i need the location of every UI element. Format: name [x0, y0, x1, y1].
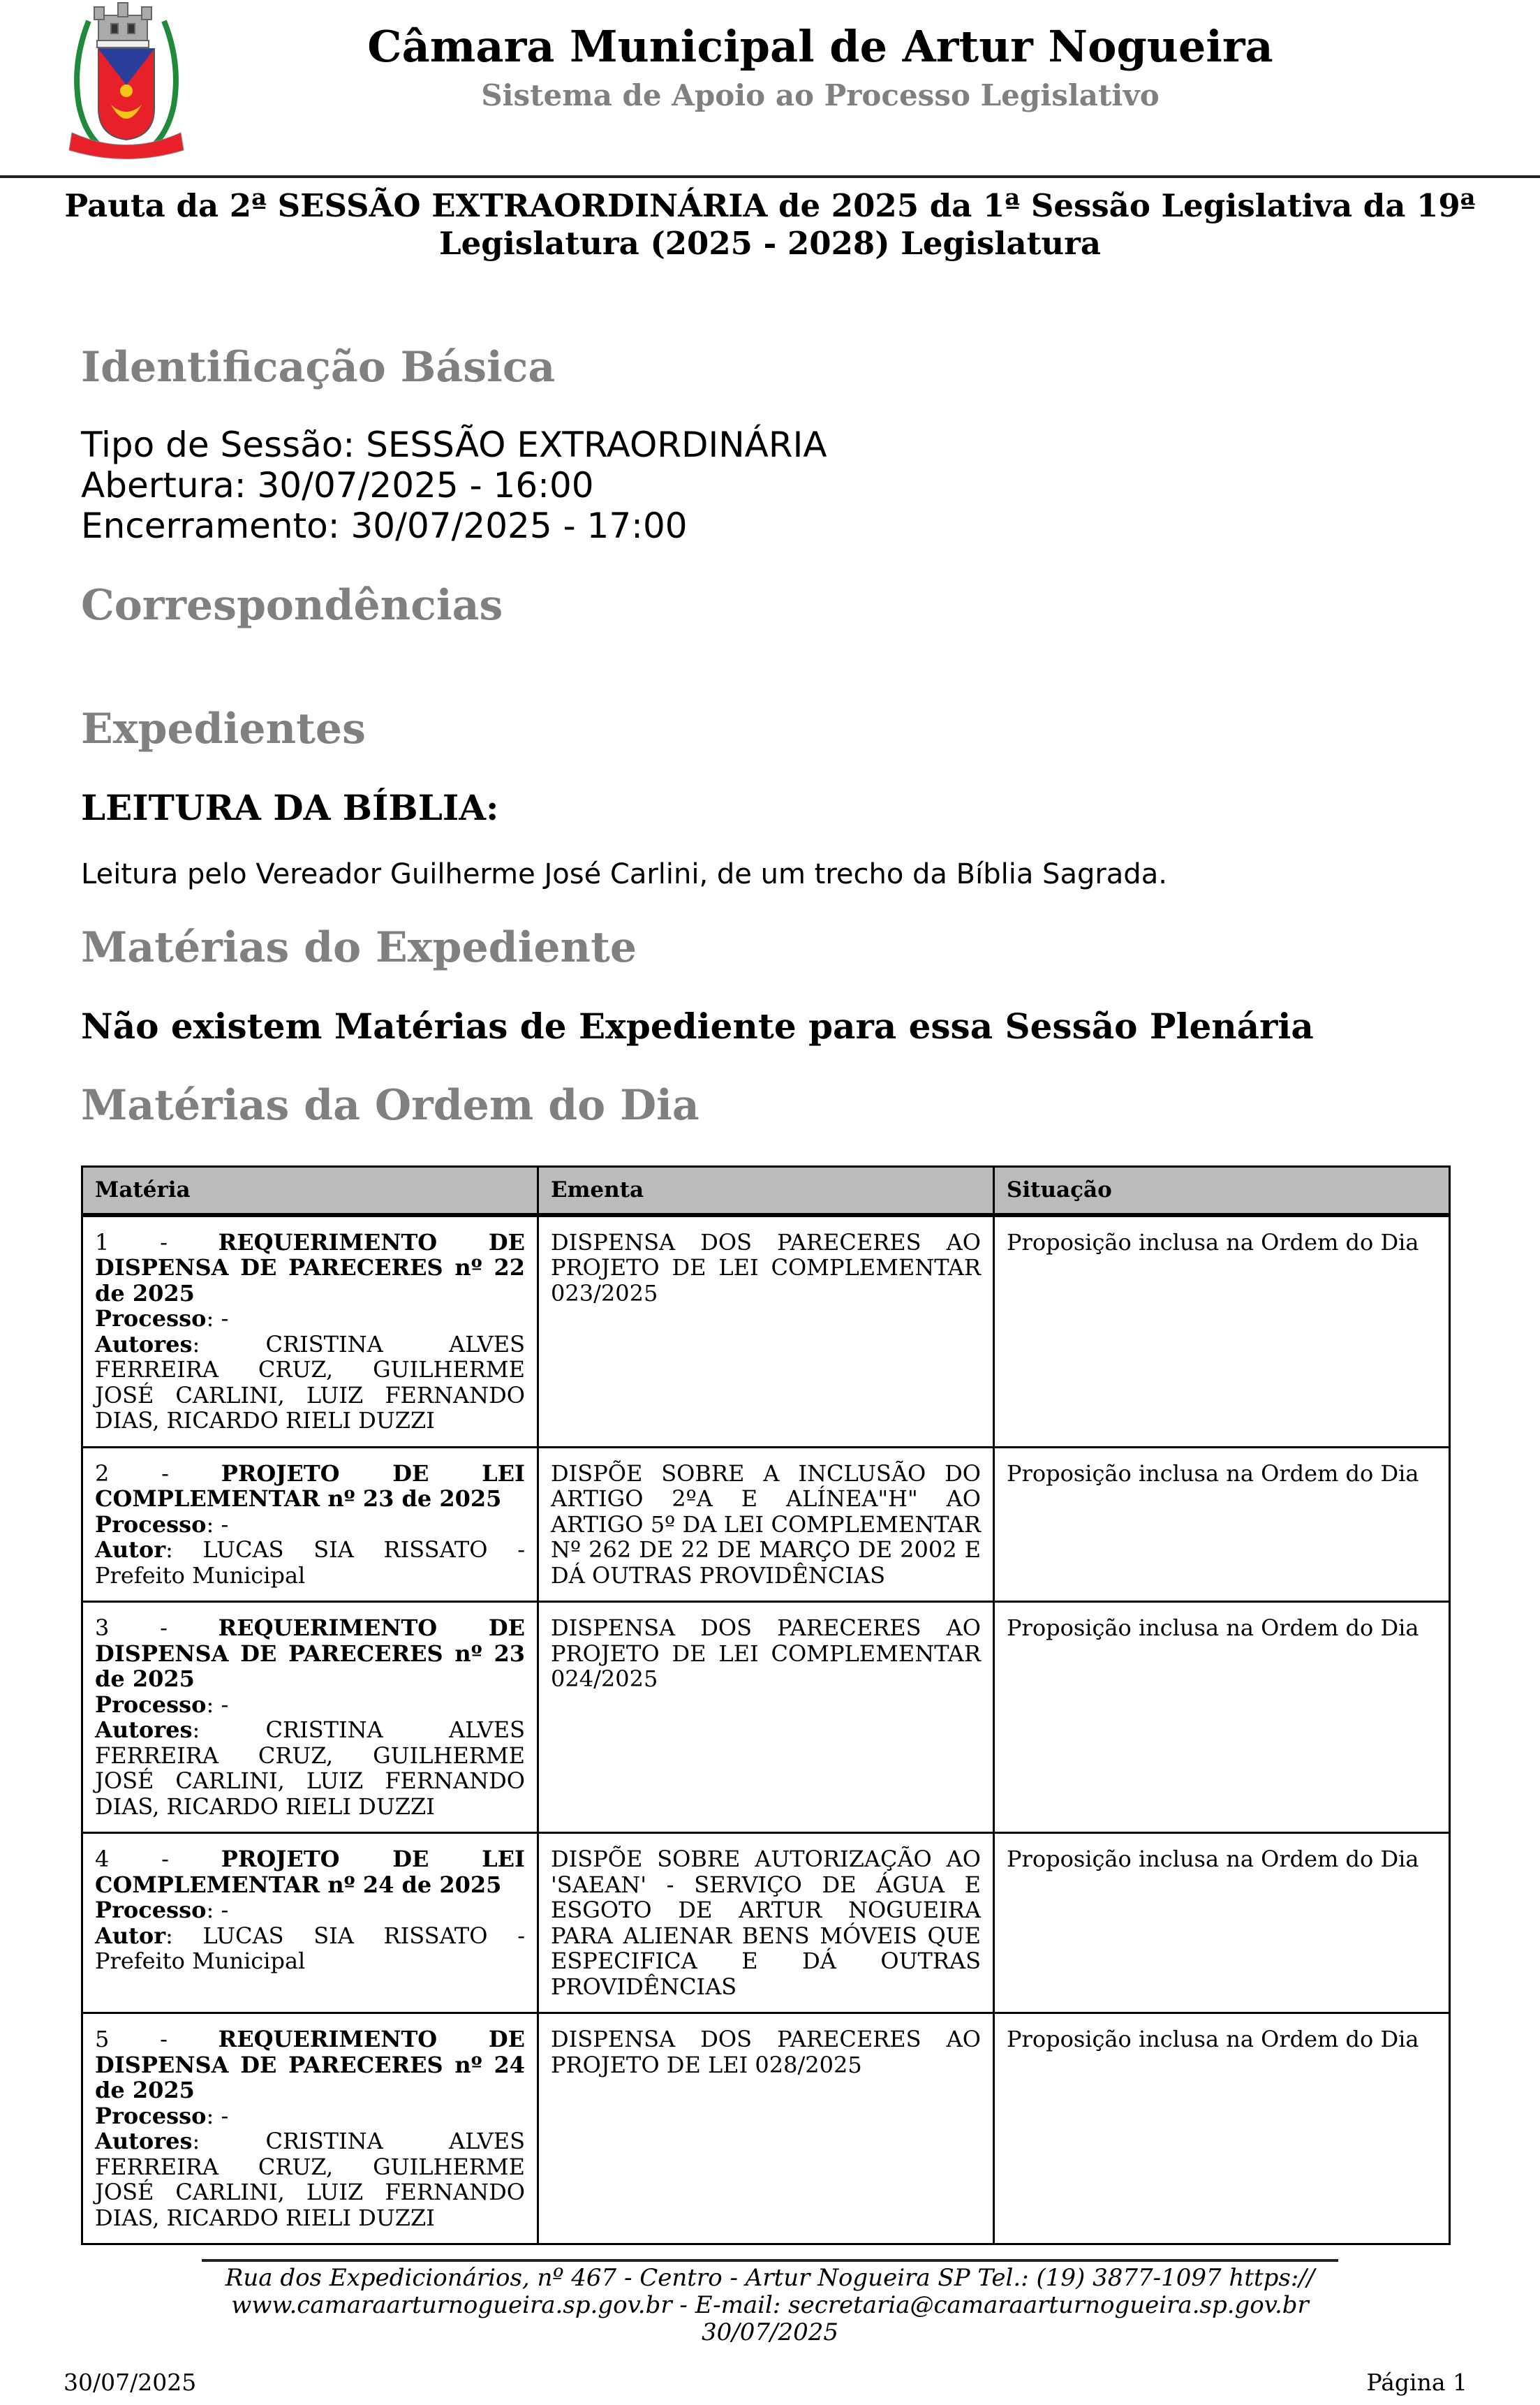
processo-value: : - — [206, 1510, 229, 1538]
materia-number: 5 - — [95, 2026, 219, 2052]
materia-cell — [82, 1602, 538, 1833]
processo-label: Processo — [95, 1305, 207, 1332]
processo-label: Processo — [95, 2102, 207, 2129]
table-row — [82, 1215, 1450, 1448]
section-correspondencias: Correspondências — [81, 581, 503, 630]
materia-title[interactable]: PROJETO DE LEI COMPLEMENTAR nº 23 de 2025 — [95, 1459, 526, 1512]
materias-expediente-empty: Não existem Matérias de Expediente para essa Sessão Plenária — [81, 1006, 1314, 1047]
autor-label: Autor — [95, 1536, 166, 1563]
org-subtitle: Sistema de Apoio ao Processo Legislativo — [481, 78, 1160, 112]
abertura: Abertura: 30/07/2025 - 16:00 — [81, 465, 594, 506]
column-header-situacao: Situação — [994, 1167, 1450, 1215]
leitura-biblia-heading: LEITURA DA BÍBLIA: — [81, 787, 499, 828]
table-row — [82, 1447, 1450, 1602]
autor-value: : CRISTINA ALVES FERREIRA CRUZ, GUILHERME JOSÉ CARLINI, LUIZ FERNANDO DIAS, RICARDO RIELI DUZZI — [95, 2128, 525, 2231]
footer-address: Rua dos Expedicionários, nº 467 - Centro - Artur Nogueira SP Tel.: (19) 3877-1097 https:// www.camaraarturnogueira.sp.gov.br - E-mail: secretaria@camaraarturnogueira.sp.gov.br — [225, 2264, 1315, 2319]
materia-title[interactable]: REQUERIMENTO DE DISPENSA DE PARECERES nº 24 de 2025 — [95, 2026, 525, 2103]
materia-number: 1 - — [95, 1228, 219, 1256]
footer — [140, 2265, 1400, 2346]
materia-cell — [82, 1833, 538, 2013]
autor-label: Autor — [95, 1922, 166, 1949]
header-divider — [0, 175, 1540, 178]
processo-value: : - — [206, 1897, 229, 1923]
column-header-ementa: Ementa — [538, 1167, 994, 1215]
materia-number: 4 - — [95, 1846, 221, 1872]
ementa-cell: DISPÕE SOBRE AUTORIZAÇÃO AO 'SAEAN' - SERVIÇO DE ÁGUA E ESGOTO DE ARTUR NOGUEIRA PARA ALIENAR BENS MÓVEIS QUE ESPECIFICA E DÁ OUTRAS PROVIDÊNCIAS — [538, 1833, 994, 2013]
table-row — [82, 1602, 1450, 1833]
materia-cell — [82, 2013, 538, 2244]
municipal-coat-of-arms-logo — [44, 0, 209, 163]
materia-title[interactable]: REQUERIMENTO DE DISPENSA DE PARECERES nº 23 de 2025 — [95, 1615, 525, 1692]
autor-value: : LUCAS SIA RISSATO - Prefeito Municipal — [95, 1922, 525, 1974]
leitura-biblia-text: Leitura pelo Vereador Guilherme José Carlini, de um trecho da Bíblia Sagrada. — [81, 858, 1167, 890]
footer-date: 30/07/2025 — [702, 2318, 838, 2346]
materia-number: 2 - — [95, 1459, 221, 1487]
page-content — [0, 342, 1540, 2245]
materia-cell — [82, 1215, 538, 1448]
section-expedientes: Expedientes — [81, 705, 366, 753]
processo-value: : - — [206, 2102, 229, 2129]
table-row — [82, 2013, 1450, 2244]
processo-label: Processo — [95, 1691, 207, 1718]
materia-title[interactable]: REQUERIMENTO DE DISPENSA DE PARECERES nº 22 de 2025 — [95, 1228, 525, 1307]
ementa-cell: DISPENSA DOS PARECERES AO PROJETO DE LEI 028/2025 — [538, 2013, 994, 2244]
processo-label: Processo — [95, 1510, 207, 1538]
column-header-materia: Matéria — [82, 1167, 538, 1215]
situacao-cell: Proposição inclusa na Ordem do Dia — [994, 1602, 1450, 1833]
tipo-sessao: Tipo de Sessão: SESSÃO EXTRAORDINÁRIA — [81, 425, 827, 465]
section-ordem-do-dia: Matérias da Ordem do Dia — [81, 1081, 699, 1130]
autor-label: Autores — [95, 1716, 193, 1743]
pauta-title: Pauta da 2ª SESSÃO EXTRAORDINÁRIA de 2025 da 1ª Sessão Legislativa da 19ª Legislatura (2025 - 2028) Legislatura — [64, 187, 1476, 262]
org-title: Câmara Municipal de Artur Nogueira — [367, 21, 1273, 72]
autor-value: : CRISTINA ALVES FERREIRA CRUZ, GUILHERME JOSÉ CARLINI, LUIZ FERNANDO DIAS, RICARDO RIELI DUZZI — [95, 1330, 525, 1434]
footer-divider — [202, 2259, 1338, 2262]
ordem-do-dia-table — [81, 1165, 1451, 2245]
materia-number: 3 - — [95, 1615, 219, 1641]
encerramento: Encerramento: 30/07/2025 - 17:00 — [81, 506, 688, 546]
ementa-cell: DISPENSA DOS PARECERES AO PROJETO DE LEI COMPLEMENTAR 024/2025 — [538, 1602, 994, 1833]
situacao-cell: Proposição inclusa na Ordem do Dia — [994, 1215, 1450, 1448]
situacao-cell: Proposição inclusa na Ordem do Dia — [994, 1833, 1450, 2013]
ementa-cell: DISPÕE SOBRE A INCLUSÃO DO ARTIGO 2ºA E ALÍNEA"H" AO ARTIGO 5º DA LEI COMPLEMENTAR Nº 262 DE 22 DE MARÇO DE 2002 E DÁ OUTRAS PROVIDÊNCIAS — [538, 1447, 994, 1602]
section-materias-expediente: Matérias do Expediente — [81, 923, 637, 972]
autor-label: Autores — [95, 2128, 193, 2154]
page-footer-row — [0, 2346, 1540, 2405]
page-date: 30/07/2025 — [64, 2369, 197, 2396]
situacao-cell: Proposição inclusa na Ordem do Dia — [994, 2013, 1450, 2244]
situacao-cell: Proposição inclusa na Ordem do Dia — [994, 1447, 1450, 1602]
page-header — [0, 0, 1540, 175]
processo-value: : - — [206, 1305, 229, 1332]
ementa-cell: DISPENSA DOS PARECERES AO PROJETO DE LEI COMPLEMENTAR 023/2025 — [538, 1215, 994, 1448]
section-identificacao: Identificação Básica — [81, 343, 556, 392]
materia-title[interactable]: PROJETO DE LEI COMPLEMENTAR nº 24 de 2025 — [95, 1846, 526, 1898]
page-number: Página 1 — [1366, 2369, 1467, 2396]
table-header-row — [82, 1167, 1450, 1215]
table-row — [82, 1833, 1450, 2013]
processo-value: : - — [206, 1691, 229, 1718]
materia-cell — [82, 1447, 538, 1602]
processo-label: Processo — [95, 1897, 207, 1923]
autor-value: : LUCAS SIA RISSATO - Prefeito Municipal — [95, 1536, 525, 1589]
autor-label: Autores — [95, 1330, 193, 1358]
autor-value: : CRISTINA ALVES FERREIRA CRUZ, GUILHERME JOSÉ CARLINI, LUIZ FERNANDO DIAS, RICARDO RIELI DUZZI — [95, 1716, 525, 1820]
